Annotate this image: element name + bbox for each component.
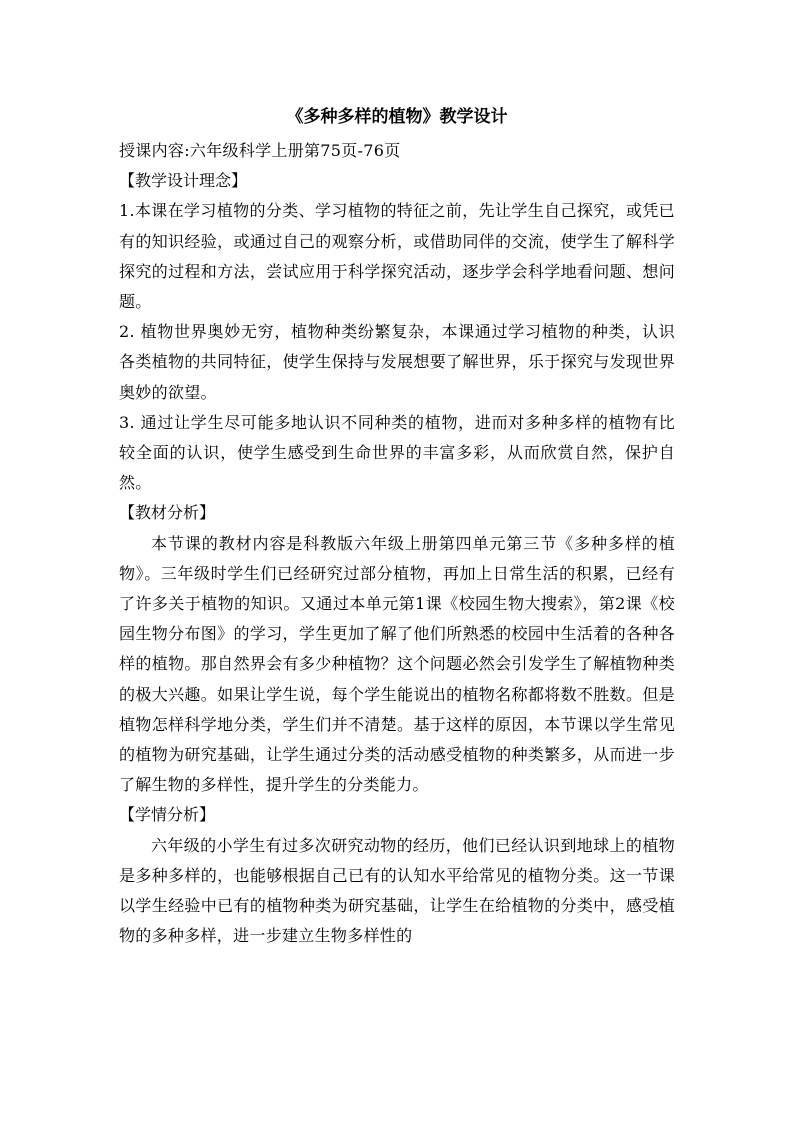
philosophy-paragraph-3: 3. 通过让学生尽可能多地认识不同种类的植物，进而对多种多样的植物有比较全面的认识，使学生感受到生命世界的丰富多彩，从而欣赏自然，保护自然。 xyxy=(119,412,675,493)
students-paragraph: 六年级的小学生有过多次研究动物的经历，他们已经认识到地球上的植物是多种多样的，也能够根据自己已有的认知水平给常见的植物分类。这一节课以学生经验中已有的植物种类为研究基础，让学生在给植物的分类中，感受植物的多种多样，进一步建立生物多样性的 xyxy=(119,835,675,946)
section-heading-philosophy: 【教学设计理念】 xyxy=(119,171,248,191)
material-paragraph: 本节课的教材内容是科教版六年级上册第四单元第三节《多种多样的植物》。三年级时学生们已经研究过部分植物，再加上日常生活的积累，已经有了许多关于植物的知识。又通过本单元第1课《校园生物大搜索》，第2课《校园生物分布图》的学习，学生更加了解了他们所熟悉的校园中生活着的各种各样的植物。那自然界会有多少种植物？这个问题必然会引发学生了解植物种类的极大兴趣。如果让学生说，每个学生能说出的植物名称都将数不胜数。但是植物怎样科学地分类，学生们并不清楚。基于这样的原因，本节课以学生常见的植物为研究基础，让学生通过分类的活动感受植物的种类繁多，从而进一步了解生物的多样性，提升学生的分类能力。 xyxy=(119,533,675,795)
section-heading-students: 【学情分析】 xyxy=(119,805,216,825)
document-page xyxy=(119,104,675,951)
course-info: 授课内容:六年级科学上册第75页-76页 xyxy=(119,141,401,160)
document-title: 《多种多样的植物》教学设计 xyxy=(286,107,508,127)
philosophy-paragraph-2: 2. 植物世界奥妙无穷，植物种类纷繁复杂，本课通过学习植物的种类，认识各类植物的共同特征，使学生保持与发展想要了解世界，乐于探究与发现世界奥妙的欲望。 xyxy=(119,322,675,402)
section-heading-material: 【教材分析】 xyxy=(119,503,216,523)
philosophy-paragraph-1: 1.本课在学习植物的分类、学习植物的特征之前，先让学生自己探究，或凭已有的知识经验，或通过自己的观察分析，或借助同伴的交流，使学生了解科学探究的过程和方法，尝试应用于科学探究活动，逐步学会科学地看问题、想问题。 xyxy=(119,201,675,312)
